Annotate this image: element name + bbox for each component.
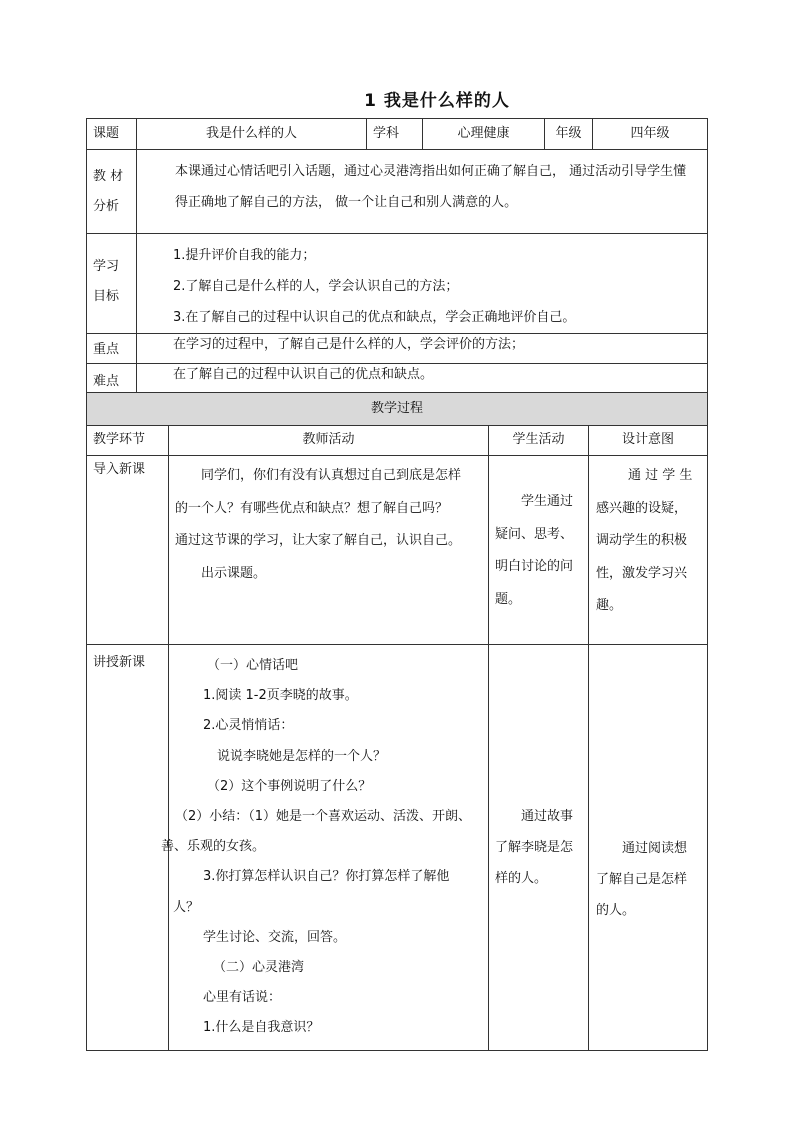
text-line: 趣。 <box>596 598 623 613</box>
grade-value: 四年级 <box>593 119 708 150</box>
difficulty-text: 在了解自己的过程中认识自己的优点和缺点。 <box>137 364 708 396</box>
subject-value: 心理健康 <box>423 119 545 150</box>
stage-cell: 导入新课 <box>87 456 169 645</box>
text-line: 了解自己是怎样 <box>596 872 688 887</box>
goals-label-line-2: 目标 <box>93 289 120 304</box>
text-line: 的人。 <box>596 903 636 918</box>
goal-item: 2.了解自己是什么样的人，学会认识自己的方法； <box>173 279 459 294</box>
key-point-label: 重点 <box>87 334 137 364</box>
text-line: 性，激发学习兴 <box>596 565 688 581</box>
column-header: 教学环节 <box>87 426 169 456</box>
analysis-paragraph: 本课通过心情话吧引入话题，通过心灵港湾指出如何正确了解自己， 通过活动引导学生懂得正确地了解自己的方法， 做一个让自己和别人满意的人。 <box>175 164 687 210</box>
column-header: 学生活动 <box>489 426 589 456</box>
text-line: 1.阅读 1-2页李晓的故事。 <box>203 688 358 704</box>
text-line: 同学们，你们有没有认真想过自己到底是怎样 <box>201 468 462 483</box>
text-line: 3.你打算怎样认识自己？你打算怎样了解他 <box>203 869 450 885</box>
teacher-activity-cell <box>169 456 489 645</box>
text-line: 学生讨论、交流，回答。 <box>203 929 347 945</box>
text-line: 感兴趣的设疑， <box>596 500 688 516</box>
text-line: 通 过 学 生 <box>628 468 693 483</box>
design-intent-cell <box>589 645 708 1051</box>
text-line: 人？ <box>173 899 200 915</box>
text-line: 2.心灵悄悄话： <box>203 718 294 734</box>
process-heading: 教学过程 <box>87 393 708 426</box>
goals-list <box>137 234 708 334</box>
stage-cell: 讲授新课 <box>87 645 169 1051</box>
text-line: 出示课题。 <box>201 565 267 581</box>
text-line: 通过故事 <box>521 809 574 824</box>
analysis-text <box>137 150 708 234</box>
text-line: 学生通过 <box>521 494 574 509</box>
subject-label: 学科 <box>367 119 423 150</box>
analysis-label <box>87 150 137 234</box>
goal-item: 3.在了解自己的过程中认识自己的优点和缺点，学会正确地评价自己。 <box>173 310 576 325</box>
analysis-label-line-1: 教 材 <box>93 169 124 184</box>
text-line: 了解李晓是怎 <box>495 840 574 855</box>
text-line: 题。 <box>495 591 522 607</box>
text-line: 样的人。 <box>495 871 548 886</box>
analysis-label-line-2: 分析 <box>93 199 120 214</box>
design-intent-cell <box>589 456 708 645</box>
text-line: 1.什么是自我意识？ <box>203 1020 320 1036</box>
page-title: 1 我是什么样的人 <box>364 91 510 111</box>
topic-label: 课题 <box>87 119 137 150</box>
text-line: （二）心灵港湾 <box>213 960 305 976</box>
text-line: 的一个人？有哪些优点和缺点？想了解自己吗？ <box>175 500 449 516</box>
text-line: （2）小结：（1）她是一个喜欢运动、活泼、开朗、 <box>175 809 472 825</box>
column-header: 教师活动 <box>169 426 489 456</box>
teacher-activity-cell <box>161 645 489 1051</box>
difficulty-label: 难点 <box>87 364 137 396</box>
goals-label-line-1: 学习 <box>93 259 120 274</box>
text-line: （2）这个事例说明了什么？ <box>207 778 372 794</box>
goals-label <box>87 234 137 334</box>
lesson-info-table <box>86 118 708 396</box>
text-line: 调动学生的积极 <box>596 533 688 548</box>
text-line: 通过这节课的学习，让大家了解自己，认识自己。 <box>175 533 462 548</box>
text-line: 善、乐观的女孩。 <box>161 839 266 855</box>
grade-label: 年级 <box>545 119 593 150</box>
topic-value: 我是什么样的人 <box>137 119 367 150</box>
teaching-process-table <box>86 392 708 1051</box>
goal-item: 1.提升评价自我的能力； <box>173 248 316 263</box>
text-line: 说说李晓她是怎样的一个人？ <box>217 748 387 764</box>
student-activity-cell <box>489 456 589 645</box>
student-activity-cell <box>489 645 589 1051</box>
column-header: 设计意图 <box>589 426 708 456</box>
text-line: （一）心情话吧 <box>207 658 299 673</box>
text-line: 通过阅读想 <box>622 841 688 856</box>
text-line: 心里有话说： <box>203 990 282 1006</box>
text-line: 明白讨论的问 <box>495 559 574 574</box>
text-line: 疑问、思考、 <box>495 526 574 542</box>
key-point-text: 在学习的过程中，了解自己是什么样的人，学会评价的方法； <box>137 334 708 364</box>
